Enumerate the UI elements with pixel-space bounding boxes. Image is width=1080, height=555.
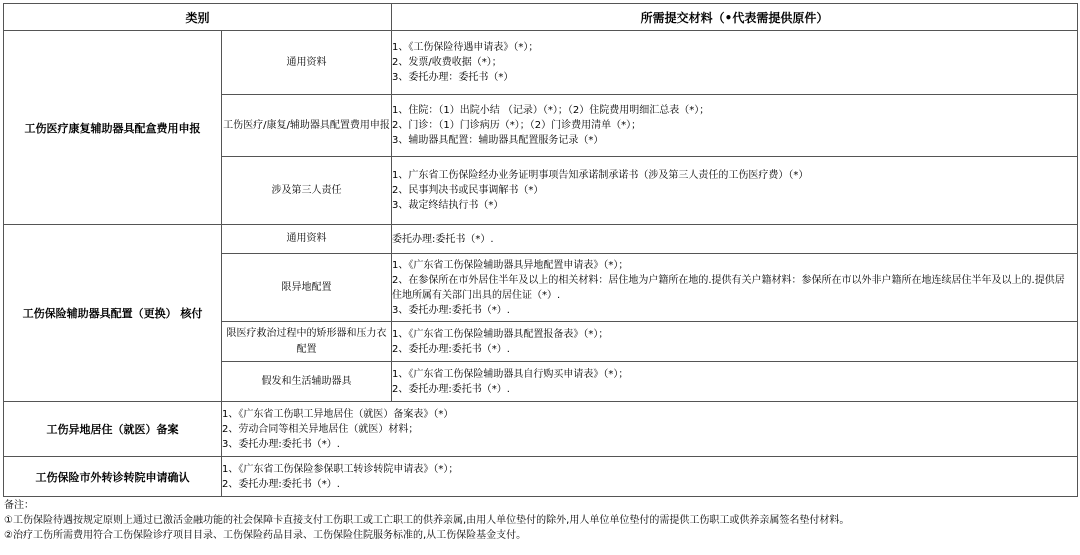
material-item: 3、委托办理：委托书（*） — [392, 72, 514, 83]
material-item: 1、《广东省工伤保险辅助器具自行购买申请表》（*）； — [392, 368, 629, 380]
subcategory: 通用资料 — [222, 225, 392, 254]
material-item: 2、委托办理:委托书（*）. — [392, 343, 510, 355]
section-title: 工伤异地居住（就医）备案 — [4, 402, 222, 457]
subcategory: 通用资料 — [222, 31, 392, 95]
material-list — [392, 95, 1078, 157]
material-list — [392, 225, 1078, 254]
material-item: 3、委托办理:委托书（*）. — [222, 438, 340, 450]
table-row — [4, 31, 1078, 95]
material-item: 1、《广东省工伤保险参保职工转诊转院申请表》（*）； — [222, 463, 459, 475]
subcategory: 涉及第三人责任 — [222, 157, 392, 225]
material-item: 3、裁定终结执行书（*） — [392, 200, 504, 211]
subcategory: 限医疗救治过程中的矫形器和压力衣配置 — [222, 322, 392, 362]
subcategory: 假发和生活辅助器具 — [222, 362, 392, 402]
material-item: 1、《工伤保险待遇申请表》（*）； — [392, 42, 539, 53]
material-list — [392, 31, 1078, 95]
materials-table — [3, 3, 1078, 497]
notes-label: 备注： — [4, 500, 34, 511]
note-line: ①工伤保险待遇按规定原则上通过已激活金融功能的社会保障卡直接支付工伤职工或工亡职工的供养亲属,由用人单位垫付的除外,用人单位单位垫付的需提供工伤职工或供养亲属签名垫付材料。 — [4, 515, 850, 526]
header-category: 类别 — [4, 4, 392, 31]
material-item: 1、《广东省工伤职工异地居住（就医）备案表》（*） — [222, 408, 454, 420]
section-title: 工伤医疗康复辅助器具配盒费用申报 — [4, 31, 222, 225]
material-list — [222, 457, 1078, 497]
material-item: 2、委托办理:委托书（*）. — [392, 383, 510, 395]
material-item: 2、发票/收费收据（*）； — [392, 57, 502, 68]
material-item: 2、劳动合同等相关异地居住（就医）材料； — [222, 423, 419, 435]
material-item: 委托办理:委托书（*）. — [392, 233, 494, 245]
header-materials: 所需提交材料（•代表需提供原件） — [392, 4, 1078, 31]
material-item: 1、《广东省工伤保险辅助器具配置报备表》（*）； — [392, 328, 609, 340]
material-list — [392, 322, 1078, 362]
notes-block — [3, 498, 1077, 543]
material-item: 1、广东省工伤保险经办业务证明事项告知承诺制承诺书（涉及第三人责任的工伤医疗费）（*） — [392, 170, 809, 181]
table-header-row — [4, 4, 1078, 31]
material-item: 2、委托办理:委托书（*）. — [222, 478, 340, 490]
section-title: 工伤保险市外转诊转院申请确认 — [4, 457, 222, 497]
subcategory: 限异地配置 — [222, 254, 392, 322]
material-list — [392, 362, 1078, 402]
material-item: 3、委托办理:委托书（*）. — [392, 304, 510, 316]
subcategory: 工伤医疗/康复/辅助器具配置费用申报 — [222, 95, 392, 157]
table-row — [4, 225, 1078, 254]
material-item: 2、民事判决书或民事调解书（*） — [392, 185, 544, 196]
note-line: ②治疗工伤所需费用符合工伤保险诊疗项目目录、工伤保险药品目录、工伤保险住院服务标准的,从工伤保险基金支付。 — [4, 530, 527, 541]
material-list — [392, 157, 1078, 225]
material-item: 1、住院：（1）出院小结 （记录）（*）；（2）住院费用明细汇总表（*）； — [392, 105, 710, 116]
section-title: 工伤保险辅助器具配置（更换） 核付 — [4, 225, 222, 402]
material-item: 2、门诊：（1）门诊病历（*）；（2）门诊费用清单（*）； — [392, 120, 642, 131]
material-item: 2、在参保所在市外居住半年及以上的相关材料：居住地为户籍所在地的.提供有关户籍材料：参保所在市以外非户籍所在地连续居住半年及以上的.提供居 住地所属有关部门出具的居住证（*）. — [392, 274, 1065, 301]
material-item: 1、《广东省工伤保险辅助器具异地配置申请表》（*）； — [392, 259, 629, 271]
table-row — [4, 402, 1078, 457]
material-list — [392, 254, 1078, 322]
material-list — [222, 402, 1078, 457]
table-row — [4, 457, 1078, 497]
materials-sheet — [3, 3, 1077, 543]
material-item: 3、辅助器具配置：辅助器具配置服务记录（*） — [392, 135, 604, 146]
